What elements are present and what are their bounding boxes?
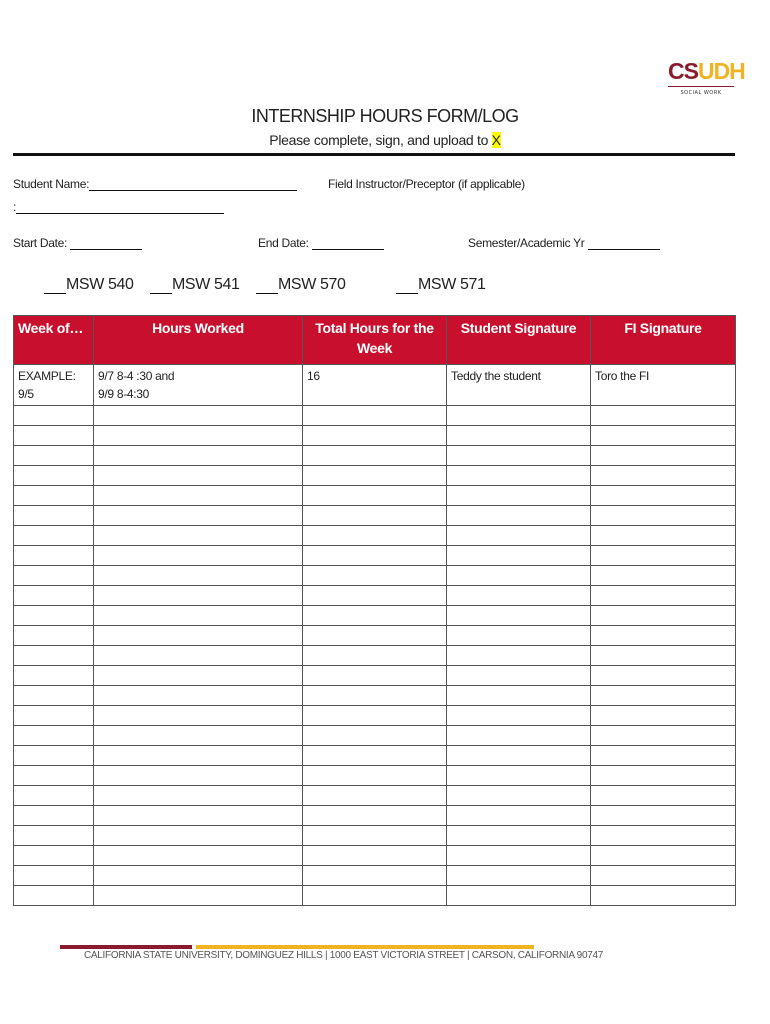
table-row	[14, 846, 736, 866]
table-cell[interactable]	[447, 886, 591, 906]
field-instructor-field[interactable]	[13, 200, 224, 214]
table-cell[interactable]	[14, 626, 94, 646]
table-cell[interactable]	[303, 706, 447, 726]
table-cell[interactable]	[303, 466, 447, 486]
table-row	[14, 786, 736, 806]
table-cell[interactable]	[303, 626, 447, 646]
table-cell[interactable]	[591, 626, 736, 646]
table-row	[14, 686, 736, 706]
table-row	[14, 486, 736, 506]
table-cell[interactable]	[303, 766, 447, 786]
table-row	[14, 546, 736, 566]
table-cell[interactable]	[94, 446, 303, 466]
table-cell[interactable]	[94, 806, 303, 826]
logo-divider	[668, 86, 734, 87]
semester-field[interactable]	[468, 236, 660, 250]
table-row	[14, 506, 736, 526]
header-rule	[13, 153, 735, 156]
course-check-line[interactable]	[150, 279, 172, 294]
table-cell[interactable]	[591, 686, 736, 706]
course-label: MSW 570	[278, 276, 346, 293]
table-row	[14, 726, 736, 746]
table-cell[interactable]	[591, 866, 736, 886]
col-total-hours: Total Hours for the Week	[303, 316, 447, 365]
table-cell[interactable]	[303, 566, 447, 586]
footer-address: CALIFORNIA STATE UNIVERSITY, DOMINGUEZ HILLS | 1000 EAST VICTORIA STREET | CARSON, CALIFORNIA 90747	[84, 950, 603, 961]
table-cell[interactable]	[94, 526, 303, 546]
table-cell[interactable]	[447, 646, 591, 666]
course-check-line[interactable]	[396, 279, 418, 294]
table-row	[14, 646, 736, 666]
example-student-sig-cell[interactable]: Teddy the student	[447, 365, 591, 406]
table-cell[interactable]	[94, 586, 303, 606]
table-row	[14, 706, 736, 726]
table-cell[interactable]	[14, 526, 94, 546]
table-cell[interactable]	[94, 686, 303, 706]
end-date-line[interactable]	[312, 237, 384, 250]
table-row	[14, 566, 736, 586]
course-label: MSW 540	[66, 276, 134, 293]
table-row	[14, 526, 736, 546]
table-cell[interactable]	[14, 666, 94, 686]
col-fi-signature: FI Signature	[591, 316, 736, 365]
example-hours-line1: 9/7 8-4 :30 and	[98, 369, 175, 383]
table-cell[interactable]	[94, 746, 303, 766]
table-cell[interactable]	[14, 806, 94, 826]
example-total-cell[interactable]: 16	[303, 365, 447, 406]
table-cell[interactable]	[591, 586, 736, 606]
table-cell[interactable]	[14, 846, 94, 866]
table-cell[interactable]	[14, 486, 94, 506]
footer-bar-maroon	[60, 945, 192, 949]
table-cell[interactable]	[14, 866, 94, 886]
semester-label: Semester/Academic Yr	[468, 236, 585, 250]
table-cell[interactable]	[14, 506, 94, 526]
table-cell[interactable]	[94, 606, 303, 626]
student-name-field[interactable]	[13, 177, 297, 191]
table-cell[interactable]	[447, 666, 591, 686]
table-row	[14, 766, 736, 786]
example-week-line1: EXAMPLE:	[18, 369, 76, 383]
start-date-line[interactable]	[70, 237, 142, 250]
table-cell[interactable]	[447, 446, 591, 466]
table-cell[interactable]	[303, 646, 447, 666]
table-cell[interactable]	[591, 706, 736, 726]
table-cell[interactable]	[303, 826, 447, 846]
table-cell[interactable]	[591, 426, 736, 446]
table-cell[interactable]	[447, 866, 591, 886]
table-cell[interactable]	[591, 666, 736, 686]
subtitle-text: Please complete, sign, and upload to	[269, 132, 492, 148]
table-cell[interactable]	[14, 726, 94, 746]
table-cell[interactable]	[94, 646, 303, 666]
table-cell[interactable]	[14, 606, 94, 626]
example-week-line2: 9/5	[18, 387, 34, 401]
table-cell[interactable]	[14, 706, 94, 726]
table-cell[interactable]	[94, 466, 303, 486]
table-cell[interactable]	[591, 606, 736, 626]
table-cell[interactable]	[591, 506, 736, 526]
table-cell[interactable]	[14, 746, 94, 766]
course-msw-541[interactable]	[150, 276, 239, 294]
table-cell[interactable]	[591, 806, 736, 826]
table-row	[14, 746, 736, 766]
example-hours-cell[interactable]	[94, 365, 303, 406]
field-instructor-label: Field Instructor/Preceptor (if applicable)	[328, 177, 525, 191]
example-week-cell[interactable]	[14, 365, 94, 406]
col-student-signature: Student Signature	[447, 316, 591, 365]
csudh-logo	[668, 58, 745, 96]
table-cell[interactable]	[591, 446, 736, 466]
table-cell[interactable]	[303, 746, 447, 766]
field-instructor-line[interactable]	[16, 201, 224, 214]
table-cell[interactable]	[447, 786, 591, 806]
table-row	[14, 586, 736, 606]
table-cell[interactable]	[303, 546, 447, 566]
table-cell[interactable]	[303, 846, 447, 866]
logo-udh: UDH	[697, 58, 745, 84]
table-cell[interactable]	[447, 686, 591, 706]
table-cell[interactable]	[94, 866, 303, 886]
table-cell[interactable]	[447, 606, 591, 626]
form-title: INTERNSHIP HOURS FORM/LOG	[251, 106, 519, 126]
table-cell[interactable]	[303, 786, 447, 806]
course-msw-540[interactable]	[44, 276, 133, 294]
table-cell[interactable]	[447, 486, 591, 506]
table-cell[interactable]	[591, 846, 736, 866]
table-cell[interactable]	[14, 466, 94, 486]
table-cell[interactable]	[94, 426, 303, 446]
col-week-of: Week of…	[14, 316, 94, 365]
form-subtitle	[0, 132, 770, 148]
table-cell[interactable]	[447, 566, 591, 586]
course-msw-571[interactable]	[396, 276, 485, 294]
table-cell[interactable]	[447, 806, 591, 826]
table-cell[interactable]	[94, 506, 303, 526]
table-cell[interactable]	[447, 706, 591, 726]
start-date-field[interactable]	[13, 236, 142, 250]
table-cell[interactable]	[591, 786, 736, 806]
table-cell[interactable]	[94, 846, 303, 866]
table-row	[14, 886, 736, 906]
table-cell[interactable]	[303, 666, 447, 686]
table-cell[interactable]	[14, 406, 94, 426]
table-cell[interactable]	[94, 666, 303, 686]
table-row	[14, 426, 736, 446]
table-row	[14, 666, 736, 686]
table-cell[interactable]	[303, 886, 447, 906]
end-date-field[interactable]	[258, 236, 384, 250]
table-row	[14, 606, 736, 626]
table-cell[interactable]	[14, 646, 94, 666]
table-cell[interactable]	[591, 646, 736, 666]
table-cell[interactable]	[303, 406, 447, 426]
student-name-line[interactable]	[89, 178, 297, 191]
table-cell[interactable]	[14, 826, 94, 846]
table-cell[interactable]	[303, 726, 447, 746]
table-row	[14, 826, 736, 846]
start-date-label: Start Date:	[13, 236, 68, 250]
table-row	[14, 806, 736, 826]
table-cell[interactable]	[591, 526, 736, 546]
table-row	[14, 626, 736, 646]
col-hours-worked: Hours Worked	[94, 316, 303, 365]
table-cell[interactable]	[447, 506, 591, 526]
end-date-label: End Date:	[258, 236, 309, 250]
table-cell[interactable]	[447, 626, 591, 646]
course-check-line[interactable]	[44, 279, 66, 294]
course-check-line[interactable]	[256, 279, 278, 294]
table-cell[interactable]	[591, 466, 736, 486]
table-cell[interactable]	[303, 806, 447, 826]
table-row	[14, 406, 736, 426]
course-msw-570[interactable]	[256, 276, 345, 294]
footer-bar-gold	[196, 945, 534, 949]
table-cell[interactable]	[447, 766, 591, 786]
logo-cs: CS	[668, 58, 698, 84]
table-cell[interactable]	[14, 446, 94, 466]
hours-log-table	[13, 315, 736, 906]
table-cell[interactable]	[447, 586, 591, 606]
table-cell[interactable]	[14, 766, 94, 786]
example-fi-sig-cell[interactable]: Toro the FI	[591, 365, 736, 406]
table-cell[interactable]	[303, 866, 447, 886]
table-cell[interactable]	[591, 406, 736, 426]
table-cell[interactable]	[94, 786, 303, 806]
table-cell[interactable]	[14, 546, 94, 566]
field-instructor-colon: :	[13, 200, 17, 214]
student-name-label: Student Name:	[13, 177, 90, 191]
table-row	[14, 446, 736, 466]
table-cell[interactable]	[591, 766, 736, 786]
table-cell[interactable]	[14, 566, 94, 586]
table-row	[14, 866, 736, 886]
table-cell[interactable]	[14, 586, 94, 606]
table-cell[interactable]	[94, 726, 303, 746]
logo-mark	[668, 58, 745, 84]
table-cell[interactable]	[303, 526, 447, 546]
table-cell[interactable]	[447, 746, 591, 766]
example-row	[14, 365, 736, 406]
table-cell[interactable]	[303, 446, 447, 466]
table-cell[interactable]	[94, 546, 303, 566]
table-cell[interactable]	[14, 786, 94, 806]
table-cell[interactable]	[94, 566, 303, 586]
example-hours-line2: 9/9 8-4:30	[98, 387, 150, 401]
table-cell[interactable]	[591, 566, 736, 586]
course-label: MSW 541	[172, 276, 240, 293]
table-cell[interactable]	[591, 546, 736, 566]
table-cell[interactable]	[303, 426, 447, 446]
table-cell[interactable]	[94, 406, 303, 426]
table-cell[interactable]	[94, 486, 303, 506]
subtitle-highlight: X	[491, 132, 501, 148]
table-cell[interactable]	[94, 826, 303, 846]
table-cell[interactable]	[447, 526, 591, 546]
table-cell[interactable]	[14, 886, 94, 906]
table-cell[interactable]	[303, 606, 447, 626]
table-cell[interactable]	[303, 686, 447, 706]
table-cell[interactable]	[447, 406, 591, 426]
table-cell[interactable]	[94, 886, 303, 906]
table-cell[interactable]	[14, 426, 94, 446]
table-cell[interactable]	[94, 766, 303, 786]
table-cell[interactable]	[591, 886, 736, 906]
table-cell[interactable]	[447, 546, 591, 566]
table-cell[interactable]	[303, 506, 447, 526]
table-cell[interactable]	[94, 626, 303, 646]
table-cell[interactable]	[447, 426, 591, 446]
semester-line[interactable]	[588, 237, 660, 250]
table-cell[interactable]	[447, 466, 591, 486]
table-cell[interactable]	[591, 486, 736, 506]
table-cell[interactable]	[591, 826, 736, 846]
table-header-row	[14, 316, 736, 365]
table-cell[interactable]	[447, 726, 591, 746]
table-cell[interactable]	[303, 486, 447, 506]
table-cell[interactable]	[447, 846, 591, 866]
table-cell[interactable]	[94, 706, 303, 726]
table-cell[interactable]	[591, 726, 736, 746]
table-cell[interactable]	[591, 746, 736, 766]
course-label: MSW 571	[418, 276, 486, 293]
logo-subtitle: SOCIAL WORK	[680, 90, 722, 96]
table-cell[interactable]	[303, 586, 447, 606]
table-row	[14, 466, 736, 486]
table-cell[interactable]	[14, 686, 94, 706]
table-cell[interactable]	[447, 826, 591, 846]
